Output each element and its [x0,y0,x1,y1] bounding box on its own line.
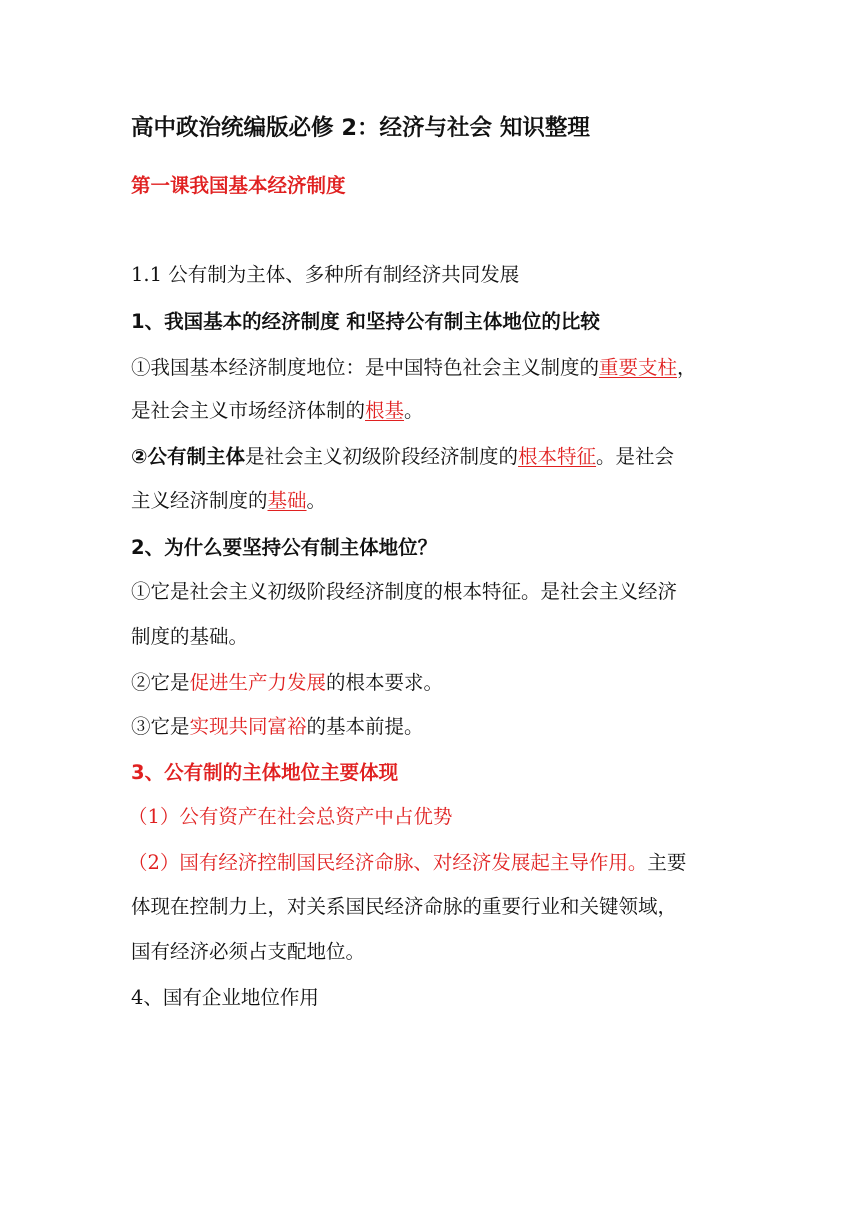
q2-paragraph-1-line-1: ①它是社会主义初级阶段经济制度的根本特征。是社会主义经济 [131,580,678,603]
text-run: 是社会主义市场经济体制的 [131,399,366,422]
q2-paragraph-3 [131,712,424,742]
q1-paragraph-1-line-1 [131,353,697,383]
text-run: 的根本要求。 [326,671,444,694]
q1-paragraph-1-line-2 [131,396,424,426]
lesson-title: 第一课我国基本经济制度 [131,174,346,197]
q1-heading: 1、我国基本的经济制度 和坚持公有制主体地位的比较 [131,310,600,333]
highlight-key-term: 实现共同富裕 [189,715,307,738]
text-run: ①我国基本经济制度地位：是中国特色社会主义制度的 [131,356,600,379]
q3-item-2-line-3: 国有经济必须占支配地位。 [131,940,366,963]
q4-heading: 4、国有企业地位作用 [131,986,319,1009]
q2-paragraph-2 [131,668,443,698]
q3-item-2-line-2: 体现在控制力上，对关系国民经济命脉的重要行业和关键领域， [131,895,678,918]
text-run: 主要 [647,851,687,874]
highlight-key-term: 促进生产力发展 [189,671,327,694]
text-run: 。 [404,399,424,422]
highlight-key-term: （2）国有经济控制国民经济命脉、对经济发展起主导作用。 [128,851,648,874]
text-run: 是社会主义初级阶段经济制度的 [245,445,519,468]
highlight-key-term: 基础 [267,489,307,512]
q2-paragraph-1-line-2: 制度的基础。 [131,625,249,648]
text-run: 的基本前提。 [306,715,424,738]
page-title: 高中政治统编版必修 2：经济与社会 知识整理 [131,115,590,141]
section-heading: 1.1 公有制为主体、多种所有制经济共同发展 [131,263,520,286]
highlight-key-term: 根本特征 [518,445,597,468]
text-run: ， [677,356,697,379]
text-run: 主义经济制度的 [131,489,268,512]
q3-item-1: （1）公有资产在社会总资产中占优势 [128,805,453,828]
text-run: 。 [306,489,327,512]
highlight-key-term: 重要支柱 [599,356,678,379]
q1-paragraph-2-line-2 [131,486,326,516]
q1-paragraph-2-line-1 [131,442,674,472]
highlight-key-term: 根基 [365,399,405,422]
text-run: ②它是 [131,671,190,694]
text-run: ③它是 [131,715,190,738]
q2-heading: 2、为什么要坚持公有制主体地位？ [131,536,438,559]
q3-heading: 3、公有制的主体地位主要体现 [131,761,399,784]
text-run: 。是社会 [596,445,675,468]
q3-item-2-line-1 [128,848,686,878]
bold-lead: ②公有制主体 [131,445,246,468]
